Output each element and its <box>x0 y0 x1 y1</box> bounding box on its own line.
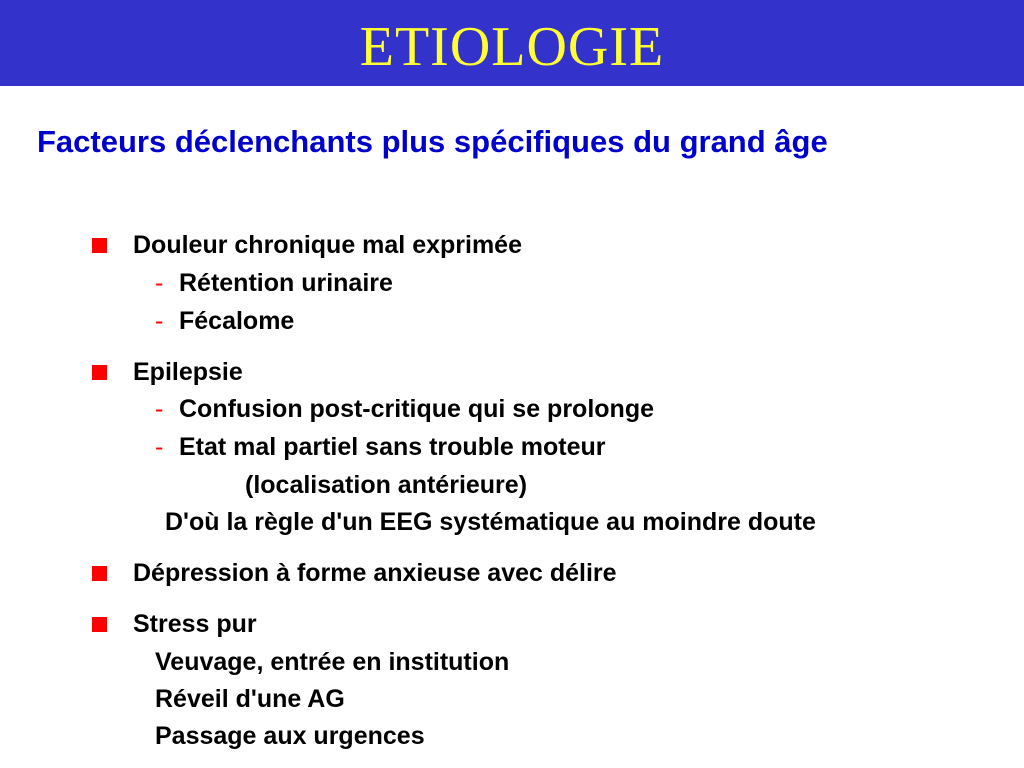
dash-icon: - <box>155 307 164 335</box>
stress-line-reveil: Réveil d'une AG <box>155 685 345 713</box>
subitem-continuation: (localisation antérieure) <box>245 471 528 499</box>
stress-line-veuvage: Veuvage, entrée en institution <box>155 648 510 676</box>
bullet-square-icon <box>92 566 107 581</box>
bullet-item-epilepsie: Epilepsie <box>133 358 243 386</box>
subitem-retention: Rétention urinaire <box>179 269 393 297</box>
stress-line-urgences: Passage aux urgences <box>155 722 425 750</box>
bullet-item-douleur: Douleur chronique mal exprimée <box>133 231 522 259</box>
note-eeg: D'où la règle d'un EEG systématique au moindre doute <box>165 508 816 536</box>
dash-icon: - <box>155 269 164 297</box>
subitem-fecalome: Fécalome <box>179 307 295 335</box>
bullet-item-stress: Stress pur <box>133 610 257 638</box>
bullet-square-icon <box>92 365 107 380</box>
bullet-square-icon <box>92 617 107 632</box>
slide-heading: Facteurs déclenchants plus spécifiques du grand âge <box>37 124 828 159</box>
subitem-confusion: Confusion post-critique qui se prolonge <box>179 395 654 423</box>
subitem-etat-mal: Etat mal partiel sans trouble moteur <box>179 433 606 461</box>
dash-icon: - <box>155 395 164 423</box>
slide-title: ETIOLOGIE <box>359 16 665 78</box>
dash-icon: - <box>155 433 164 461</box>
bullet-square-icon <box>92 238 107 253</box>
bullet-item-depression: Dépression à forme anxieuse avec délire <box>133 559 617 587</box>
